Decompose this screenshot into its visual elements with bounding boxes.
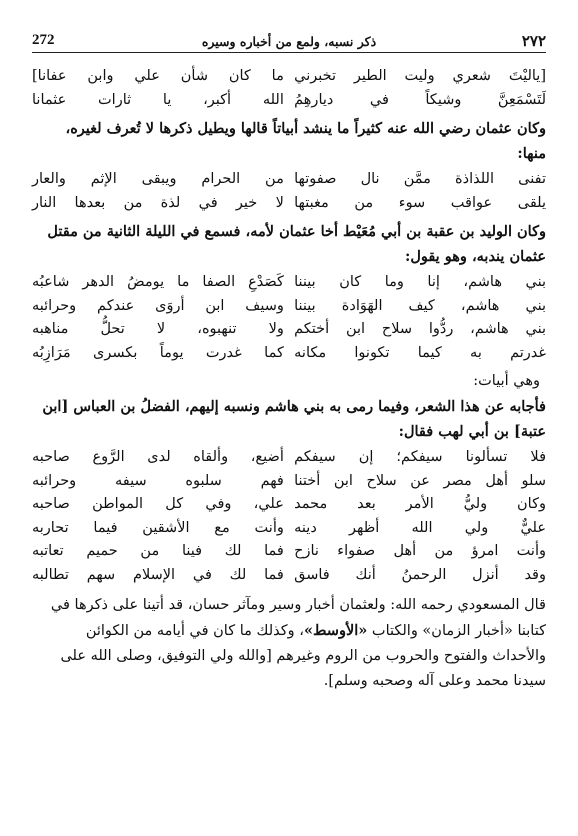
- closing-text-part1: قال المسعودي رحمه الله: ولعثمان أخبار وسير ومآثر حسان، قد أتينا على ذكرها في كتابنا «أخبار الزمان» والكتاب: [50, 597, 546, 639]
- paragraph-masudi-closing: [32, 593, 546, 694]
- verse-hemistich-first: [ياليْتَ شعري وليت الطير تخبرني: [294, 68, 546, 84]
- verse-hemistich-first: وكان وليُّ الأمر بعد محمد: [294, 496, 546, 512]
- verse-hemistich-first: تفنى اللذاذة ممَّن نال صفوتها: [294, 171, 546, 187]
- verse-hemistich-first: غدرتم به كيما تكونوا مكانه: [294, 344, 546, 361]
- verse-line: [32, 295, 546, 319]
- verse-line: [32, 517, 546, 541]
- verse-hemistich-first: سلو أهل مصر عن سلاح ابن أختنا: [294, 472, 546, 489]
- paragraph-fadl-reply: فأجابه عن هذا الشعر، وفيما رمى به بني هاشم ونسبه إليهم، الفضلُ بن العباس [ابن عتبة] بن أبي لهب فقال:: [42, 398, 546, 440]
- verse-line: [32, 192, 546, 216]
- verse-hemistich-first: فلا تسألونا سيفكم؛ إن سيفكم: [294, 449, 546, 465]
- verse-line: [32, 564, 546, 588]
- page-body: [32, 65, 546, 694]
- verse-line: [32, 89, 546, 113]
- verse-hemistich-second: أضيع، وألقاه لدى الرَّوع صاحبه: [32, 449, 284, 465]
- verse-hemistich-second: فما لك في الإسلام سهم تطالبه: [32, 566, 284, 583]
- verse-hemistich-second: كَصَدْعِ الصفا ما يومضُ الدهر شاعبُه: [32, 274, 284, 290]
- verse-line: [32, 493, 546, 517]
- verse-hemistich-second: فما لك فينا من حميم تعاتبه: [32, 543, 284, 559]
- verse-hemistich-first: بني هاشم، كيف الهَوَادة بيننا: [294, 297, 546, 314]
- book-page: [32, 26, 546, 694]
- verse-hemistich-second: ولا تنهبوه، لا تحلُّ مناهبه: [32, 321, 284, 337]
- verse-hemistich-second: فهم سلبوه سيفه وحرائبه: [32, 472, 284, 489]
- verse-line: [32, 168, 546, 192]
- page-number-latin: 272: [32, 32, 55, 48]
- verse-line: [32, 65, 546, 89]
- paragraph-verses-note: وهي أبيات:: [473, 373, 540, 389]
- verse-line: [32, 342, 546, 366]
- verse-line: [32, 446, 546, 470]
- verse-hemistich-second: وسيف ابن أروَى عندكم وحرائبه: [32, 297, 284, 314]
- page-number-arabic: ٢٧٢: [521, 32, 546, 50]
- closing-text-part2: ، وكذلك ما كان في أيامه من الكوائن والأحداث والفتوح والحروب من الروم وغيرهم [والله ولي التوفيق، وصلى الله على سيدنا محمد وعلى آله وصحبه وسلم].: [60, 623, 546, 689]
- page-header: [32, 26, 546, 53]
- verse-hemistich-second: كما غدرت يوماً بكسرى مَرَازِبُه: [32, 344, 284, 361]
- verse-hemistich-second: ما كان شأن علي وابن عفانا]: [32, 68, 284, 84]
- verse-hemistich-first: يلقى عواقب سوء من مغبتها: [294, 194, 546, 211]
- verse-hemistich-first: عليٌّ ولي الله أظهر دينه: [294, 519, 546, 536]
- verse-hemistich-second: الله أكبر، يا ثارات عثمانا: [32, 91, 284, 108]
- verse-hemistich-first: بني هاشم، ردُّوا سلاح ابن أختكم: [294, 321, 546, 337]
- verse-hemistich-first: وقد أنزل الرحمنُ أنك فاسق: [294, 566, 546, 583]
- verse-block-1: [32, 65, 546, 112]
- verse-hemistich-second: لا خير في لذة من بعدها النار: [32, 194, 284, 211]
- verse-line: [32, 540, 546, 564]
- verse-hemistich-first: وأنت امرؤ من أهل صفواء نازح: [294, 543, 546, 559]
- verse-block-4: [32, 446, 546, 587]
- paragraph-walid-lament: وكان الوليد بن عقبة بن أبي مُعَيْط أخا عثمان لأمه، فسمع في الليلة الثانية من مقتل عثمان يندبه، وهو يقول:: [47, 223, 546, 265]
- verse-hemistich-first: بني هاشم، إنا وما كان بيننا: [294, 274, 546, 290]
- paragraph-intro-uthman-verses: وكان عثمان رضي الله عنه كثيراً ما ينشد أبياتاً قالها ويطيل ذكرها لا تُعرف لغيره، منها:: [65, 120, 546, 162]
- verse-line: [32, 318, 546, 342]
- verse-line: [32, 470, 546, 494]
- closing-book-title: «الأوسط»: [303, 622, 368, 639]
- verse-hemistich-first: لَتَسْمَعِنَّ وشيكاً في ديارهِمُ: [294, 91, 546, 108]
- verse-block-3: [32, 271, 546, 365]
- verse-block-2: [32, 168, 546, 215]
- running-title: ذكر نسبه، ولمع من أخباره وسيره: [201, 34, 377, 49]
- verse-hemistich-second: من الحرام ويبقى الإثم والعار: [32, 171, 284, 187]
- verse-hemistich-second: وأنت مع الأشقين فيما تحاربه: [32, 519, 284, 536]
- verse-hemistich-second: علي، وفي كل المواطن صاحبه: [32, 496, 284, 512]
- verse-line: [32, 271, 546, 295]
